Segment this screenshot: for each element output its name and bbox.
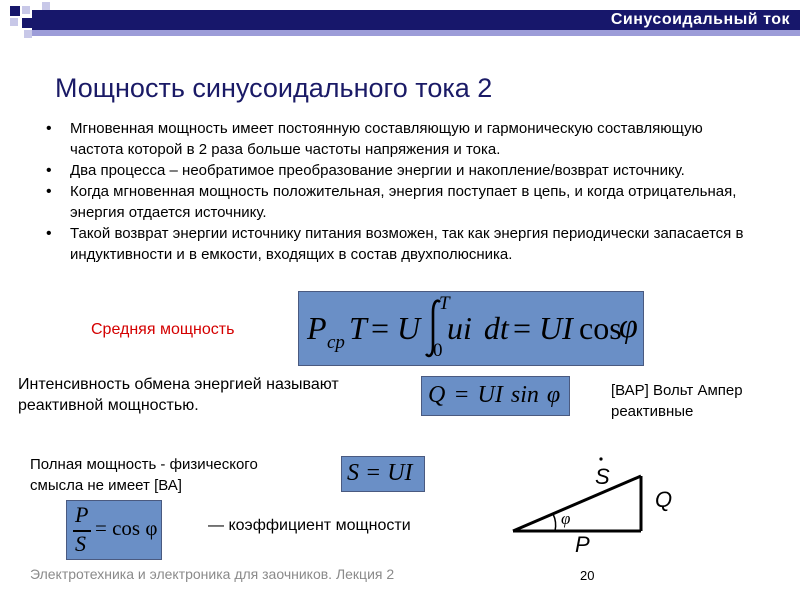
- power-factor-label: — коэффициент мощности: [208, 517, 411, 534]
- header-band-light: [32, 30, 800, 36]
- reactive-desc-line: реактивной мощностью.: [18, 397, 199, 414]
- reactive-desc-line: Интенсивность обмена энергией называют: [18, 376, 339, 393]
- integral-upper-limit: T: [439, 293, 450, 314]
- slide-title: Мощность синусоидального тока 2: [55, 73, 493, 103]
- formula-symbol-ui: UI: [539, 310, 573, 346]
- triangle-label-phi: φ: [561, 509, 571, 528]
- var-unit-line: реактивные: [611, 403, 694, 420]
- apparent-desc-line: Полная мощность - физического: [30, 456, 258, 473]
- page-number: 20: [580, 568, 595, 583]
- bullet-list: [46, 118, 746, 265]
- triangle-label-p: P: [575, 532, 590, 557]
- fraction-denominator: S: [75, 531, 86, 556]
- avg-power-label: Средняя мощность: [91, 321, 235, 338]
- formula-symbol-t: T: [349, 310, 367, 346]
- triangle-label-s: S: [595, 464, 610, 489]
- bullet-item: • Когда мгновенная мощность положительная, энергия поступает в цепь, и когда отрицательная, энергия отдается источнику.: [46, 181, 746, 223]
- formula-rhs: = cos φ: [95, 516, 158, 540]
- decor-square: [42, 2, 50, 10]
- apparent-power-description: [30, 454, 258, 496]
- formula-power-factor: [66, 500, 162, 560]
- bullet-item: • Мгновенная мощность имеет постоянную составляющую и гармоническую составляющую частота которой в 2 раза больше частоты напряжения и тока.: [46, 118, 746, 160]
- formula-average-power: [298, 291, 644, 366]
- formula-equals: =: [371, 310, 390, 346]
- integral-lower-limit: 0: [433, 340, 443, 361]
- decor-square: [24, 30, 32, 38]
- formula-integrand: ui dt: [447, 310, 509, 346]
- triangle-shape: [513, 476, 641, 531]
- fraction-numerator: P: [75, 502, 89, 527]
- footer-text: Электротехника и электроника для заочников. Лекция 2: [30, 566, 395, 582]
- formula-reactive-power: [421, 376, 570, 416]
- var-unit-line: [ВАР] Вольт Ампер: [611, 382, 743, 399]
- bullet-item: • Два процесса – необратимое преобразование энергии и накопление/возврат источнику.: [46, 160, 746, 181]
- formula-subscript: ср: [327, 332, 345, 353]
- formula-cos: cos: [579, 310, 622, 346]
- formula-text: S = UI: [347, 460, 413, 486]
- formula-phi: φ: [619, 308, 638, 345]
- formula-equals: =: [513, 310, 532, 346]
- phasor-dot-icon: [599, 457, 602, 460]
- formula-symbol-u: U: [397, 310, 421, 346]
- formula-text: Q = UI sin φ: [428, 382, 561, 408]
- header-title: Синусоидальный ток: [610, 11, 790, 28]
- triangle-label-q: Q: [655, 487, 673, 512]
- bullet-item: • Такой возврат энергии источнику питания возможен, так как энергия периодически запасается в индуктивности и в емкости, входящих в состав двухполюсника.: [46, 223, 746, 265]
- var-unit-label: [611, 380, 743, 422]
- power-triangle-diagram: [505, 448, 705, 560]
- formula-apparent-power: [341, 456, 425, 492]
- formula-symbol-p: P: [307, 310, 327, 346]
- apparent-desc-line: смысла не имеет [ВА]: [30, 477, 182, 494]
- reactive-power-description: [18, 374, 339, 416]
